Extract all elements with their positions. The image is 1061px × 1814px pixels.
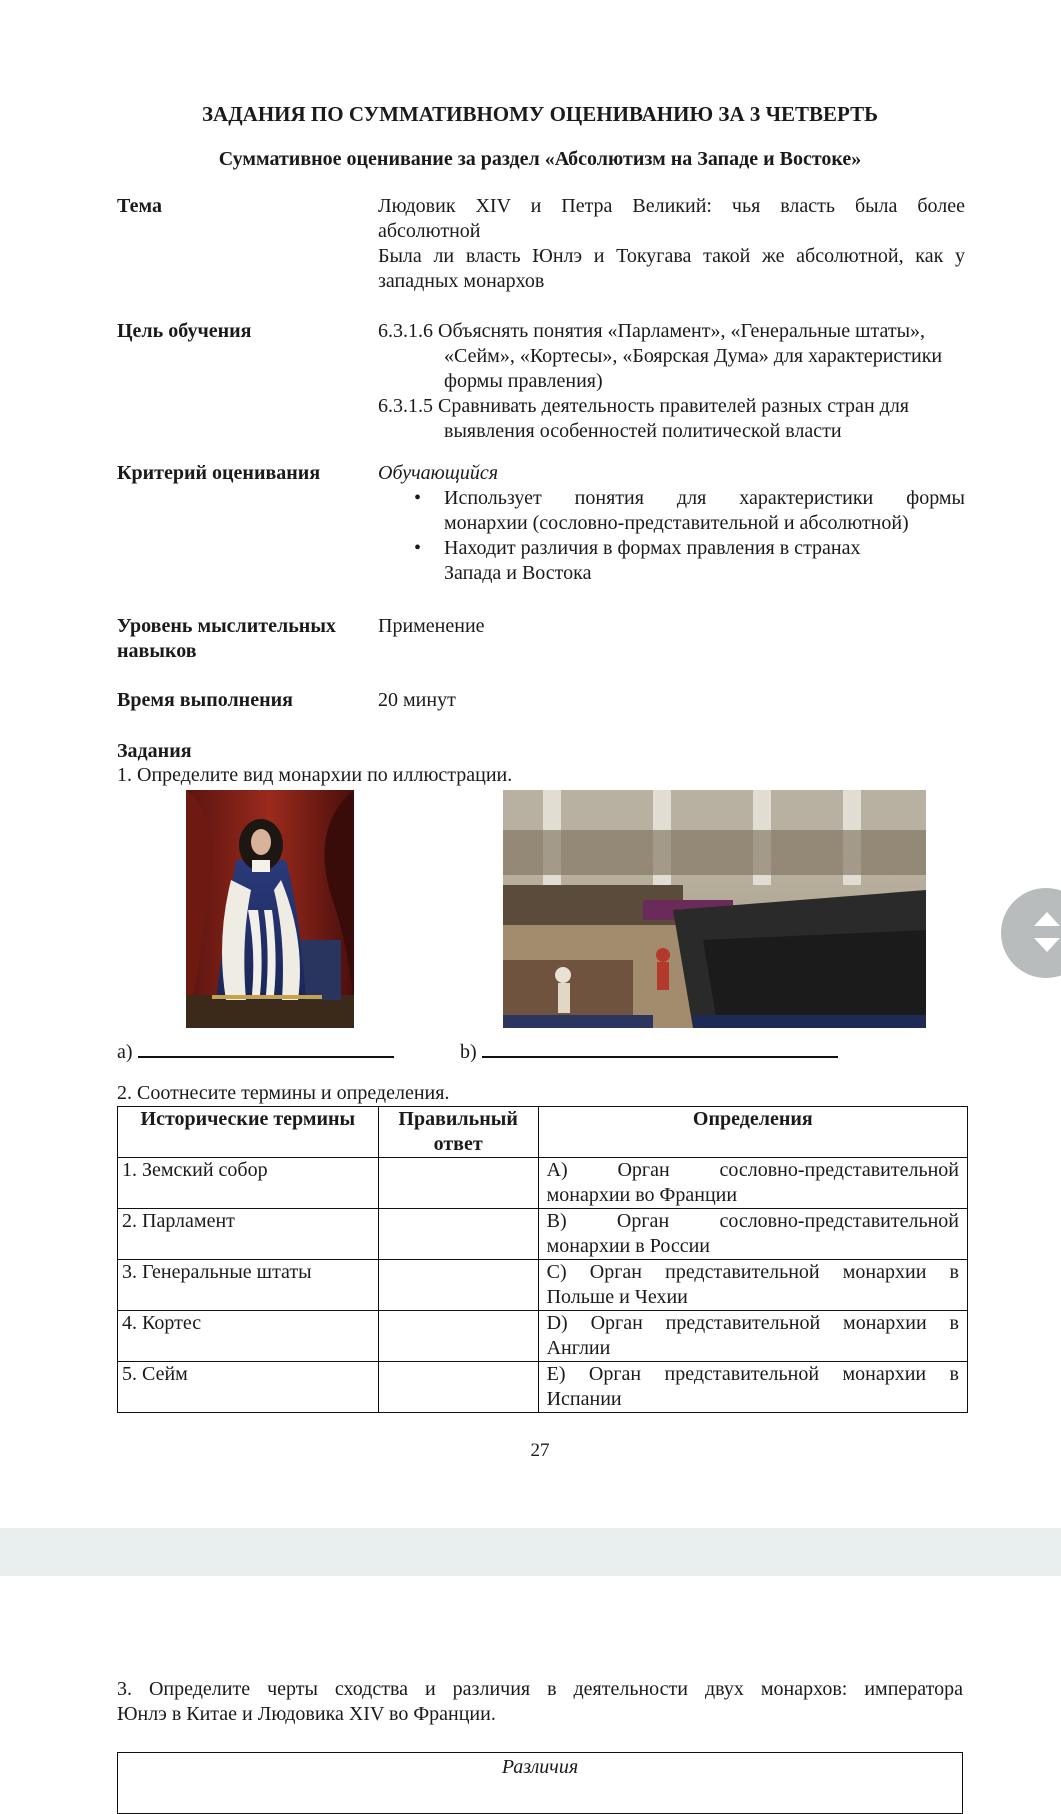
goal-item: 6.3.1.6 Объяснять понятия «Парламент», «Генеральные штаты», «Сейм», «Кортесы», «Боярская Дума» для характеристики формы правления) — [378, 320, 943, 392]
topic-line-1-end: абсолютной — [378, 220, 481, 242]
topic-label: Тема — [117, 195, 162, 217]
criteria-label: Критерий оценивания — [117, 462, 321, 484]
answer-cell[interactable] — [378, 1311, 538, 1362]
answer-cell[interactable] — [378, 1362, 538, 1413]
task-3-text — [117, 1677, 963, 1727]
table-header-row — [118, 1107, 968, 1158]
scroll-up-icon[interactable] — [1034, 912, 1060, 926]
definition-cell — [538, 1362, 967, 1413]
table-row — [118, 1362, 968, 1413]
page-number: 27 — [530, 1440, 550, 1461]
differences-box — [117, 1752, 963, 1814]
assembly-image — [503, 790, 926, 1028]
assembly-illustration — [503, 790, 926, 1028]
term-cell: 4. Кортес — [118, 1311, 379, 1362]
answer-b-blank[interactable] — [482, 1038, 838, 1058]
answer-a-label: a) — [117, 1041, 133, 1063]
task-1-text: 1. Определите вид монархии по иллюстрации. — [117, 764, 513, 786]
term-cell: 1. Земский собор — [118, 1158, 379, 1209]
answer-a-blank[interactable] — [138, 1038, 394, 1058]
definition-line-2: Англии — [546, 1337, 611, 1359]
goal-item: 6.3.1.5 Сравнивать деятельность правителей разных стран для выявления особенностей политической власти — [378, 395, 909, 442]
answer-cell[interactable] — [378, 1260, 538, 1311]
goal-label: Цель обучения — [117, 320, 252, 342]
definition-line-2: Испании — [546, 1388, 622, 1410]
criteria-item-1-line-1: • Использует понятия для характеристики формы — [444, 487, 965, 509]
table-row — [118, 1311, 968, 1362]
table-row — [118, 1260, 968, 1311]
column-header: Определения — [538, 1107, 967, 1158]
topic-value — [378, 194, 965, 294]
answer-b — [460, 1038, 838, 1064]
task-3-line-2: Юнлэ в Китае и Людовика XIV во Франции. — [117, 1703, 496, 1725]
criteria-item — [378, 486, 965, 536]
topic-line-1: Людовик XIV и Петра Великий: чья власть была более — [378, 195, 965, 217]
definition-line-1: А) Орган сословно-представительной — [546, 1159, 959, 1181]
definition-cell — [538, 1311, 967, 1362]
table-row — [118, 1209, 968, 1260]
term-cell: 2. Парламент — [118, 1209, 379, 1260]
level-value: Применение — [378, 615, 485, 637]
task-3-line-1: 3. Определите черты сходства и различия в деятельности двух монархов: императора — [117, 1678, 963, 1700]
definition-line-2: Польше и Чехии — [546, 1286, 688, 1308]
answer-a — [117, 1038, 394, 1064]
portrait-illustration — [186, 790, 354, 1028]
answer-b-label: b) — [460, 1041, 477, 1063]
definition-line-2: монархии в России — [546, 1235, 710, 1257]
topic-line-2-end: западных монархов — [378, 270, 545, 292]
definition-line-2: монархии во Франции — [546, 1184, 738, 1206]
term-cell: 3. Генеральные штаты — [118, 1260, 379, 1311]
definition-line-1: Е) Орган представительной монархии в — [546, 1363, 959, 1385]
definition-cell — [538, 1209, 967, 1260]
terms-table — [117, 1106, 968, 1413]
answer-cell[interactable] — [378, 1158, 538, 1209]
time-value: 20 минут — [378, 689, 456, 711]
tasks-title: Задания — [117, 740, 192, 762]
definition-line-1: В) Орган сословно-представительной — [546, 1210, 959, 1232]
column-header: Правильный ответ — [378, 1107, 538, 1158]
level-label: Уровень мыслительных навыков — [117, 615, 336, 662]
portrait-image — [186, 790, 354, 1028]
goal-value — [378, 319, 978, 444]
criteria-item-1-line-2: монархии (сословно-представительной и абсолютной) — [444, 512, 909, 534]
criteria-intro: Обучающийся — [378, 462, 499, 484]
document-subtitle: Суммативное оценивание за раздел «Абсолютизм на Западе и Востоке» — [218, 148, 862, 170]
scroll-down-icon[interactable] — [1034, 938, 1060, 952]
time-label: Время выполнения — [117, 689, 293, 711]
column-header: Исторические термины — [118, 1107, 379, 1158]
criteria-item: • Находит различия в формах правления в странах Запада и Востока — [378, 536, 904, 586]
criteria-value — [378, 461, 965, 586]
definition-cell — [538, 1260, 967, 1311]
page-separator — [0, 1528, 1061, 1576]
definition-line-1: D) Орган представительной монархии в — [546, 1312, 959, 1334]
answer-cell[interactable] — [378, 1209, 538, 1260]
definition-cell — [538, 1158, 967, 1209]
term-cell: 5. Сейм — [118, 1362, 379, 1413]
task-2-text: 2. Соотнесите термины и определения. — [117, 1082, 450, 1104]
differences-label: Различия — [501, 1756, 579, 1778]
table-row — [118, 1158, 968, 1209]
definition-line-1: С) Орган представительной монархии в — [546, 1261, 959, 1283]
topic-line-2: Была ли власть Юнлэ и Токугава такой же абсолютной, как у — [378, 245, 965, 267]
document-title: ЗАДАНИЯ ПО СУММАТИВНОМУ ОЦЕНИВАНИЮ ЗА 3 ЧЕТВЕРТЬ — [201, 102, 879, 126]
